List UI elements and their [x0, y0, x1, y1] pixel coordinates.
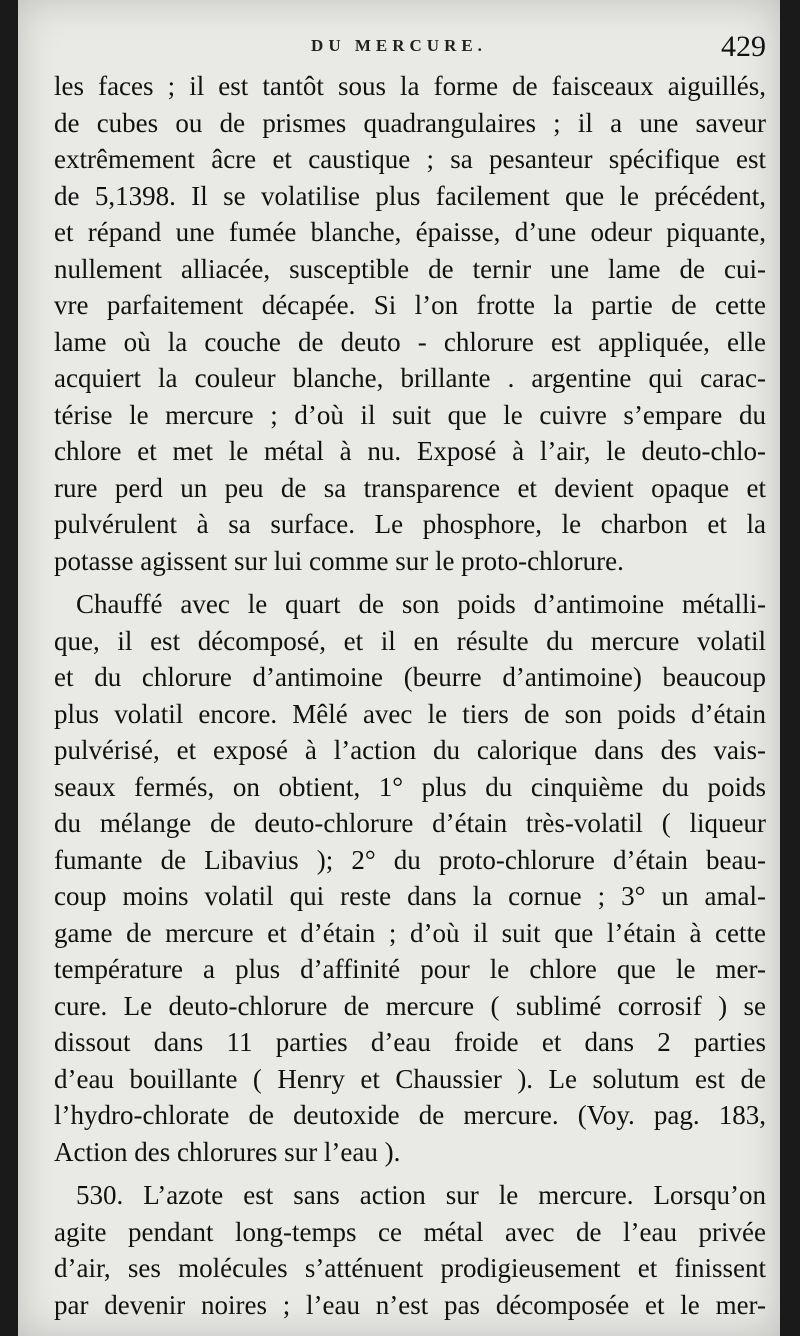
text-line: l’hydro-chlorate de deutoxide de mercure. (Voy. pag. 183, — [54, 1100, 766, 1130]
text-line: pulvérisé, et exposé à l’action du calorique dans des vais- — [54, 735, 766, 765]
text-line: par devenir noires ; l’eau n’est pas décomposée et le mer- — [54, 1289, 766, 1320]
text-line: lame où la couche de deuto - chlorure est appliquée, elle — [54, 326, 766, 357]
text-line: les faces ; il est tantôt sous la forme de faisceaux aiguillés, — [54, 71, 766, 101]
text-line: potasse agissent sur lui comme sur le proto-chlorure. — [54, 545, 624, 576]
text-line: température a plus d’affinité pour le chlore que le mer- — [54, 954, 766, 984]
running-title: DU MERCURE. — [311, 36, 487, 55]
text-line: d’air, ses molécules s’atténuent prodigieusement et finissent — [54, 1253, 766, 1283]
book-page — [18, 0, 780, 1336]
text-line: chlore et met le métal à nu. Exposé à l’air, le deuto-chlo- — [54, 436, 766, 466]
body-text — [54, 68, 766, 1330]
text-line: et du chlorure d’antimoine (beurre d’antimoine) beaucoup — [54, 662, 766, 692]
text-line: nullement alliacée, susceptible de ternir une lame de cui- — [54, 253, 766, 284]
text-line: que, il est décomposé, et il en résulte du mercure volatil — [54, 625, 766, 656]
text-line: cure. Le deuto-chlorure de mercure ( sublimé corrosif ) se — [54, 990, 766, 1021]
paragraph — [54, 1177, 766, 1323]
text-line: game de mercure et d’étain ; d’où il suit que l’étain à cette — [54, 917, 766, 948]
text-line: vre parfaitement décapée. Si l’on frotte la partie de cette — [54, 290, 766, 320]
text-line: 530. L’azote est sans action sur le mercure. Lorsqu’on — [76, 1180, 766, 1210]
text-line: de 5,1398. Il se volatilise plus facilement que le précédent, — [54, 180, 766, 211]
text-line: du mélange de deuto-chlorure d’étain très-volatil ( liqueur — [54, 808, 766, 838]
text-line: de cubes ou de prismes quadrangulaires ; il a une saveur — [54, 107, 766, 138]
text-line: d’eau bouillante ( Henry et Chaussier ). Le solutum est de — [54, 1063, 766, 1094]
text-line: extrêmement âcre et caustique ; sa pesanteur spécifique est — [54, 144, 766, 174]
running-head — [18, 30, 780, 66]
text-line: rure perd un peu de sa transparence et devient opaque et — [54, 472, 766, 503]
text-line: coup moins volatil qui reste dans la cornue ; 3° un amal- — [54, 881, 766, 911]
text-line: pulvérulent à sa surface. Le phosphore, le charbon et la — [54, 509, 766, 539]
text-line: Chauffé avec le quart de son poids d’antimoine métalli- — [76, 589, 766, 619]
text-line: seaux fermés, on obtient, 1° plus du cinquième du poids — [54, 771, 766, 802]
page-number: 429 — [721, 30, 766, 63]
paragraph — [54, 586, 766, 1170]
text-line: dissout dans 11 parties d’eau froide et dans 2 parties — [54, 1027, 766, 1057]
text-line: térise le mercure ; d’où il suit que le cuivre s’empare du — [54, 399, 766, 430]
text-line: agite pendant long-temps ce métal avec de l’eau privée — [54, 1216, 766, 1247]
text-line: fumante de Libavius ); 2° du proto-chlorure d’étain beau- — [54, 844, 766, 875]
paragraph — [54, 68, 766, 579]
text-line: et répand une fumée blanche, épaisse, d’une odeur piquante, — [54, 217, 766, 247]
text-line: Action des chlorures sur l’eau ). — [54, 1136, 401, 1167]
text-line: acquiert la couleur blanche, brillante . argentine qui carac- — [54, 363, 766, 393]
text-line: plus volatil encore. Mêlé avec le tiers de son poids d’étain — [54, 698, 766, 729]
